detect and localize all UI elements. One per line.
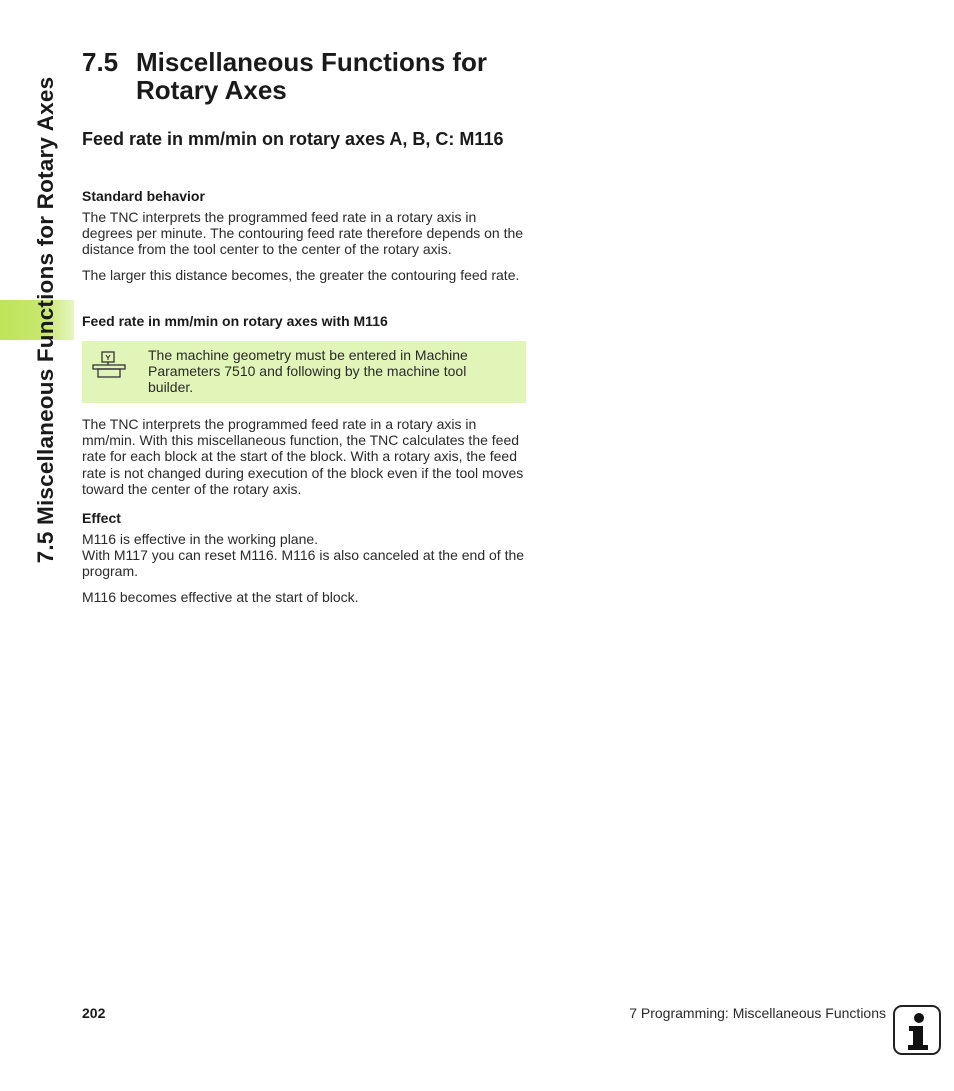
effect-line-2: With M117 you can reset M116. M116 is also canceled at the end of the program. [82,547,525,580]
standard-paragraph-2: The larger this distance becomes, the greater the contouring feed rate. [82,267,520,283]
subsection-title: Feed rate in mm/min on rotary axes A, B, C: M116 [82,129,504,149]
m116-heading: Feed rate in mm/min on rotary axes with M116 [82,313,388,329]
footer-chapter-title: 7 Programming: Miscellaneous Functions [629,1005,886,1021]
page-number: 202 [82,1005,106,1021]
info-icon [895,1007,939,1053]
machine-note-box [82,341,526,403]
m116-paragraph: The TNC interprets the programmed feed rate in a rotary axis in mm/min. With this miscellaneous function, the TNC calculates the feed rate for each block at the start of the block. With a rotary axis, the feed rate is not changed during execution of the block even if the tool moves toward the center of the rotary axis. [82,416,524,497]
info-button[interactable] [893,1005,941,1055]
machine-tool-icon [92,351,126,379]
side-title-text: 7.5 Miscellaneous Functions for Rotary Axes [33,76,58,564]
effect-heading: Effect [82,510,121,526]
effect-line-1: M116 is effective in the working plane. [82,531,319,547]
standard-paragraph-1: The TNC interprets the programmed feed rate in a rotary axis in degrees per minute. The contouring feed rate therefore depends on the distance from the tool center to the center of the rotary axis. [82,209,524,258]
section-title: Miscellaneous Functions for Rotary Axes [136,47,488,105]
note-text: The machine geometry must be entered in Machine Parameters 7510 and following by the machine tool builder. [148,347,468,396]
effect-paragraph-2: M116 becomes effective at the start of block. [82,589,359,605]
side-running-title [26,50,66,590]
section-number: 7.5 [82,47,119,77]
standard-behavior-heading: Standard behavior [82,188,205,204]
